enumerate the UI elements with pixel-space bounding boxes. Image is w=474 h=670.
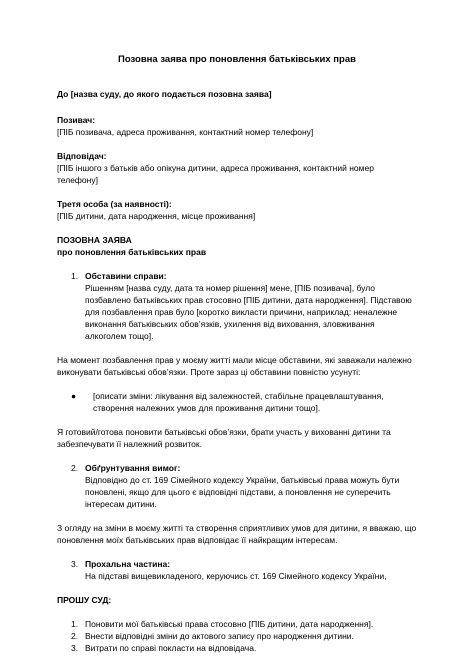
- request-text: Витрати по справі покласти на відповідача.: [85, 643, 257, 653]
- section-number: 1.: [71, 271, 79, 281]
- section-text: Відповідно до ст. 169 Сімейного кодексу України, батьківські права можуть бути поновлені, якщо для цього є відповідні підстави, а поновлення не суперечить інтересам дитини.: [85, 475, 400, 509]
- section-number: 2.: [71, 463, 79, 473]
- request-number: 1.: [71, 619, 79, 629]
- section-title: Прохальна частина:: [85, 559, 171, 569]
- plaintiff-block: [57, 114, 417, 138]
- bullet-mark: ●: [71, 391, 77, 401]
- section-title: Обґрунтування вимог:: [85, 463, 181, 473]
- request-list: [57, 618, 417, 654]
- third-party-label: Третя особа (за наявності):: [57, 199, 172, 209]
- claim-heading: ПОЗОВНА ЗАЯВА: [57, 235, 132, 245]
- section-title: Обставини справи:: [85, 271, 167, 281]
- bullet-item: [71, 390, 417, 414]
- defendant-value: [ПІБ іншого з батьків або опікуна дитини, адреса проживання, контактний номер телефону]: [57, 163, 374, 185]
- section-text: На підставі вищевикладеного, керуючись ст. 169 Сімейного кодексу України,: [85, 571, 387, 581]
- request-text: Внести відповідні зміни до актового запису про народження дитини.: [85, 631, 354, 641]
- third-party-value: [ПІБ дитини, дата народження, місце проживання]: [57, 211, 256, 221]
- request-item: [71, 630, 417, 642]
- section-number: 3.: [71, 559, 79, 569]
- request-text: Поновити мої батьківські права стосовно [ПІБ дитини, дата народження].: [85, 619, 374, 629]
- third-party-block: [57, 198, 417, 222]
- section-request: [71, 558, 417, 582]
- request-item: [71, 642, 417, 654]
- paragraph-interests: З огляду на зміни в моєму житті та створення сприятливих умов для дитини, я вважаю, що поновлення моїх батьківських прав відповідає її найкращим інтересам.: [57, 523, 417, 545]
- section-grounds: [71, 462, 417, 510]
- request-number: 3.: [71, 643, 79, 653]
- request-item: [71, 618, 417, 630]
- defendant-label: Відповідач:: [57, 151, 107, 161]
- claim-subheading: про поновлення батьківських прав: [57, 247, 207, 257]
- section-circumstances: [71, 270, 417, 342]
- claim-heading-block: [57, 234, 417, 258]
- request-number: 2.: [71, 631, 79, 641]
- paragraph-readiness: Я готовий/готова поновити батьківські обов’язки, брати участь у вихованні дитини та забезпечувати її належний розвиток.: [57, 427, 391, 449]
- court-line: До [назва суду, до якого подається позовна заява]: [57, 89, 272, 99]
- section-text: Рішенням [назва суду, дата та номер рішення] мене, [ПІБ позивача], було позбавлено батьківських прав стосовно [ПІБ дитини, дата народження]. Підставою для позбавлення прав було [коротко викласти причини, наприклад: неналежне виконання батьківських обов’язків, ухилення від виховання, зловживання алкоголем тощо].: [85, 283, 412, 341]
- ask-heading: ПРОШУ СУД:: [57, 595, 112, 605]
- plaintiff-label: Позивач:: [57, 115, 96, 125]
- document-title: Позовна заява про поновлення батьківських прав: [118, 54, 356, 65]
- paragraph-circumstances: На момент позбавлення прав у моєму житті мали місце обставини, які заважали належно виконувати батьківські обов’язки. Проте зараз ці обставини повністю усунуті:: [57, 355, 412, 377]
- defendant-block: [57, 150, 417, 186]
- plaintiff-value: [ПІБ позивача, адреса проживання, контактний номер телефону]: [57, 127, 314, 137]
- bullet-text: [описати зміни: лікування від залежностей, стабільне працевлаштування, створення належних умов для проживання дитини тощо].: [93, 391, 384, 413]
